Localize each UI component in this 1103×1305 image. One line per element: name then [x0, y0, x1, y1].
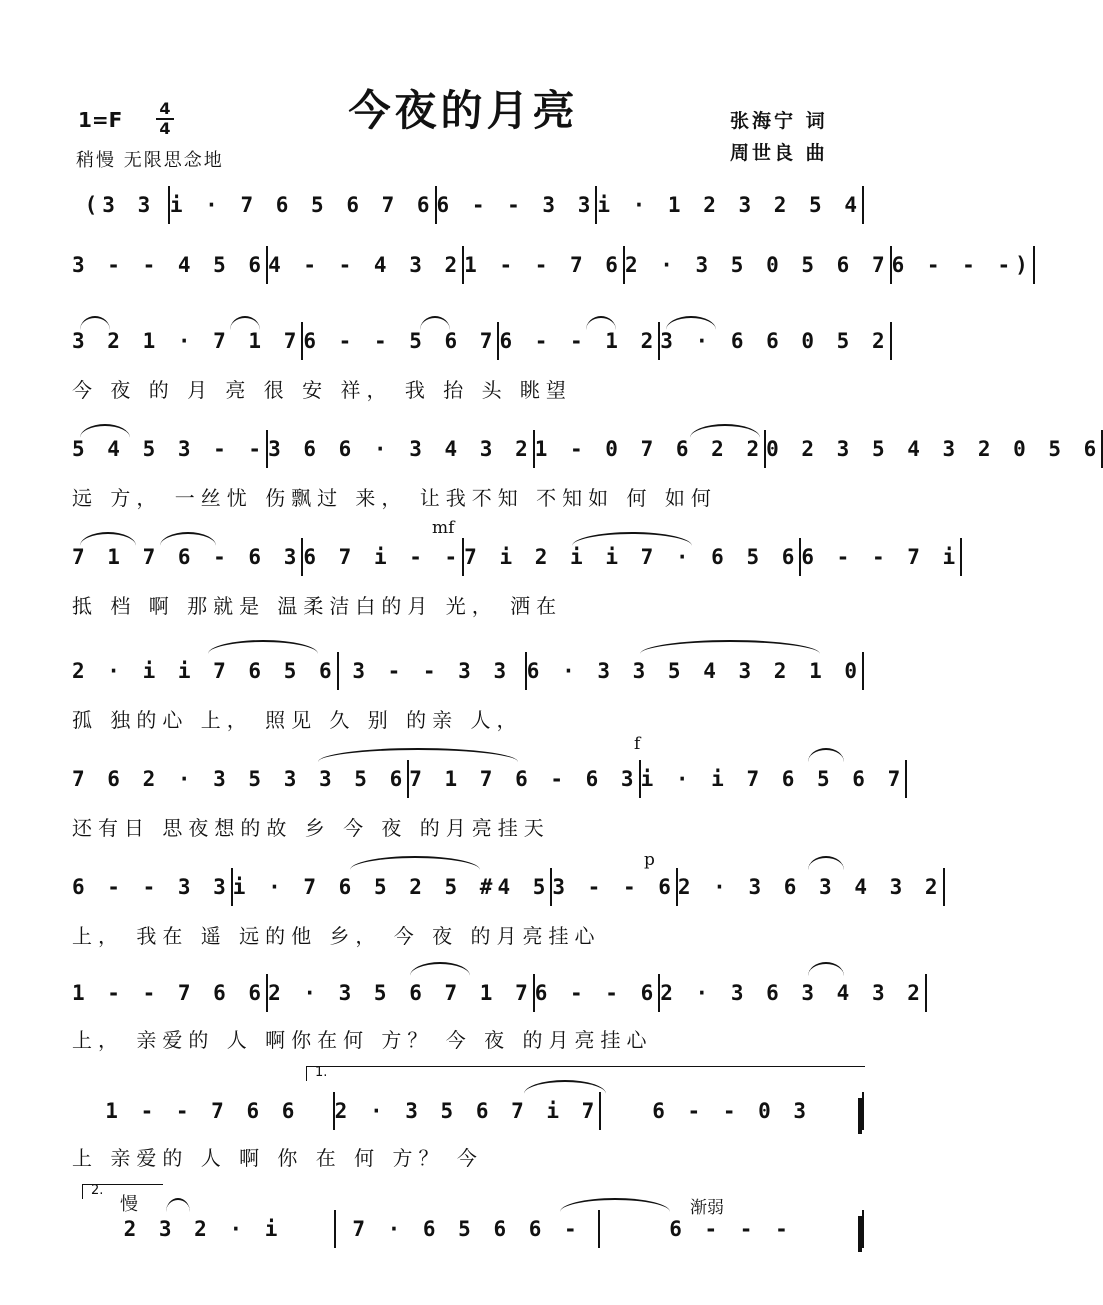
slur: [420, 316, 450, 330]
lyrics-line: 孤 独的心 上， 照见 久 别 的亲 人，: [72, 708, 523, 732]
notation-measures: [72, 656, 864, 686]
notation-line: [72, 656, 864, 702]
lyrics-line: 上， 我在 遥 远的他 乡， 今 夜 的月亮挂心: [72, 924, 601, 948]
measure: 6 - - 3 3: [72, 875, 231, 899]
notation-measures: [72, 190, 864, 220]
measure: 2 · i i 7 6 5 6: [72, 659, 337, 683]
lyrics-line: 还有日 思夜想的故 乡 今 夜 的月亮挂天: [72, 816, 550, 840]
measure: 7 i 2 i i 7 · 6 5 6: [464, 545, 800, 569]
dynamic-diminuendo: 渐弱: [690, 1198, 724, 1218]
slur: [560, 1198, 670, 1212]
measure: i · i 7 6 5 6 7: [640, 767, 906, 791]
measure: 6 - - 3 3: [436, 193, 596, 217]
slur: [572, 532, 692, 546]
bar-line: [890, 322, 892, 360]
measure: 1 - - 7 6 6: [72, 981, 267, 1005]
measure: 2 · 3 6 3 4 3 2: [677, 875, 943, 899]
time-top: 4: [159, 99, 171, 118]
measure: 7 6 2 · 3 5 3 3 5 6: [72, 767, 408, 791]
final-bar: [858, 1216, 862, 1252]
bar-line: [862, 1092, 864, 1130]
slur: [208, 640, 318, 654]
notation-measures: [72, 326, 890, 356]
notation-line: [72, 1214, 864, 1260]
notation-line: [72, 190, 864, 236]
measure: 7 1 7 6 - 6 3: [72, 545, 302, 569]
measure: 6 · 3 3 5 4 3 2 1 0: [526, 659, 862, 683]
measure: 3 - - 6: [552, 875, 676, 899]
measure: 1 - 0 7 6 2 2: [534, 437, 765, 461]
measure: 1 - - 7 6: [464, 253, 623, 277]
measure: 2 · 3 5 6 7 i 7: [334, 1099, 600, 1123]
measure: 7 · 6 5 6 6 -: [352, 1217, 582, 1241]
notation-measures: [72, 250, 1033, 280]
measure: (3 3: [84, 193, 156, 217]
measure: 1 - - 7 6 6: [105, 1099, 300, 1123]
song-title: 今夜的月亮: [348, 86, 579, 135]
slur: [524, 1080, 606, 1094]
measure: 6 - - 1 2: [499, 329, 659, 353]
notation-measures: [72, 1096, 864, 1126]
measure: 3 - - 4 5 6: [72, 253, 267, 277]
bar-line: [943, 868, 945, 906]
dynamic-p: p: [644, 850, 655, 870]
volta-first: [306, 1066, 865, 1081]
bar-line: [1033, 246, 1035, 284]
notation-line: [72, 542, 961, 588]
lyrics-line: 远 方， 一丝忧 伤飘过 来， 让我不知 不知如 何 如何: [72, 486, 717, 510]
slur: [80, 532, 136, 546]
measure: 6 - - 0 3: [652, 1099, 812, 1123]
measure: 6 - - -: [669, 1217, 793, 1241]
slur: [80, 316, 110, 330]
volta-second-label: 2.: [91, 1183, 104, 1198]
measure: 6 - - 6: [534, 981, 659, 1005]
fermata: [166, 1198, 190, 1212]
notation-line: [72, 250, 1033, 296]
measure: 6 - - 7 i: [801, 545, 961, 569]
dynamic-f: f: [634, 734, 641, 754]
notation-line: [72, 326, 890, 372]
lyricist-credit: 张海宁 词: [730, 110, 828, 132]
tempo-marking: 稍慢 无限思念地: [76, 150, 224, 171]
slur: [318, 748, 518, 762]
measure: i · 7 6 5 6 7 6: [169, 193, 435, 217]
bar-line: [862, 652, 864, 690]
measure: 2 · 3 5 0 5 6 7: [624, 253, 890, 277]
tempo-slow: 慢: [120, 1194, 138, 1215]
lyrics-line: 上 亲爱的 人 啊 你 在 何 方？ 今: [72, 1146, 483, 1170]
slur: [640, 640, 820, 654]
notation-line: [72, 978, 925, 1024]
measure: i · 1 2 3 2 5 4: [597, 193, 862, 217]
time-bottom: 4: [159, 119, 171, 138]
measure: 2 · 3 5 6 7 1 7: [268, 981, 533, 1005]
measure: i · 7 6 5 2 5 #4 5: [232, 875, 551, 899]
notation-measures: [72, 434, 1102, 464]
measure: 2 · 3 6 3 4 3 2: [660, 981, 925, 1005]
measure: 7 1 7 6 - 6 3: [409, 767, 639, 791]
measure: 6 - - 5 6 7: [303, 329, 498, 353]
measure: 6 - - -): [891, 253, 1033, 277]
bar-line: [862, 1210, 864, 1248]
measure: 6 7 i - -: [303, 545, 463, 569]
notation-measures: [72, 542, 961, 572]
notation-measures: [72, 1214, 864, 1244]
slur: [80, 424, 130, 438]
notation-line: [72, 872, 943, 918]
dynamic-mf: mf: [432, 518, 455, 538]
measure: 4 - - 4 3 2: [268, 253, 463, 277]
key-signature: 1=F: [78, 108, 123, 132]
measure: 3 6 6 · 3 4 3 2: [268, 437, 533, 461]
slur: [586, 316, 616, 330]
notation-measures: [72, 872, 943, 902]
volta-first-label: 1.: [315, 1065, 328, 1080]
slur: [230, 316, 260, 330]
notation-line: [72, 434, 1102, 480]
slur: [808, 962, 844, 976]
slur: [808, 856, 844, 870]
measure: 3 · 6 6 0 5 2: [660, 329, 890, 353]
lyrics-line: 抵 档 啊 那就是 温柔洁白的月 光， 洒在: [72, 594, 563, 618]
measure: 2 3 2 · i: [123, 1217, 283, 1241]
slur: [666, 316, 716, 330]
measure: 5 4 5 3 - -: [72, 437, 267, 461]
measure: 3 2 1 · 7 1 7: [72, 329, 302, 353]
lyrics-line: 上， 亲爱的 人 啊你在何 方？ 今 夜 的月亮挂心: [72, 1028, 653, 1052]
notation-measures: [72, 764, 906, 794]
bar-line: [905, 760, 907, 798]
slur: [690, 424, 760, 438]
slur: [808, 748, 844, 762]
notation-line: [72, 1096, 864, 1142]
lyrics-line: 今 夜 的 月 亮 很 安 祥， 我 抬 头 眺望: [72, 378, 572, 402]
slur: [410, 962, 470, 976]
bar-line: [862, 186, 864, 224]
slur: [160, 532, 216, 546]
time-signature: [154, 100, 176, 138]
composer-credit: 周世良 曲: [730, 142, 828, 164]
volta-second: [82, 1184, 163, 1199]
slur: [350, 856, 480, 870]
measure: 3 - - 3 3: [352, 659, 512, 683]
bar-line: [925, 974, 927, 1012]
repeat-end-bar: [858, 1098, 862, 1134]
bar-line: [960, 538, 962, 576]
notation-measures: [72, 978, 925, 1008]
notation-line: [72, 764, 906, 810]
measure: 0 2 3 5 4 3 2 0 5 6: [766, 437, 1102, 461]
